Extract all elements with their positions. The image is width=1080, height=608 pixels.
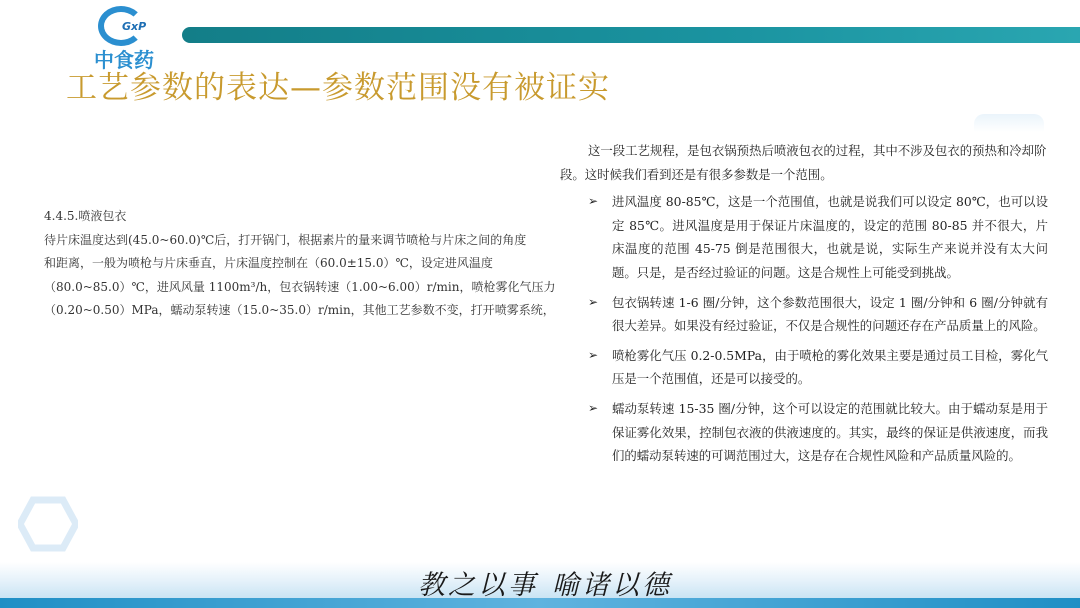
slide-title: 工艺参数的表达—参数范围没有被证实 [66,70,610,106]
analysis-bullet-item [588,291,1048,338]
slogan-part-1: 教之以事 [418,570,538,601]
analysis-bullet-list [560,190,1048,468]
footer-slogan [418,563,672,602]
analysis-panel [560,139,1048,474]
arrow-bullet-icon: ➢ [588,194,599,209]
document-line: 和距离，一般为喷枪与片床垂直，片床温度控制在（60.0±15.0）℃，设定进风温度 [44,256,493,270]
analysis-bullet-text: 喷枪雾化气压 0.2-0.5MPa，由于喷枪的雾化效果主要是通过员工目检，雾化气压是一个范围值，还是可以接受的。 [612,347,1048,387]
analysis-bullet-item [588,397,1048,468]
arrow-bullet-icon: ➢ [588,347,599,362]
company-logo [92,6,168,72]
document-line: （80.0~85.0）℃，进风风量 1100m³/h，包衣锅转速（1.00~6.00）r/min，喷枪雾化气压力 [44,279,556,294]
slogan-part-2: 喻诸以德 [552,570,672,601]
document-excerpt [44,205,564,331]
analysis-bullet-item [588,190,1048,284]
header-bar [182,27,1080,43]
document-section-heading: 4.4.5.喷液包衣 [44,209,127,223]
arrow-bullet-icon: ➢ [588,294,599,309]
document-line: 待片床温度达到(45.0~60.0)℃后，打开锅门，根据素片的量来调节喷枪与片床之间的角度 [44,232,527,247]
analysis-intro: 这一段工艺规程，是包衣锅预热后喷液包衣的过程，其中不涉及包衣的预热和冷却阶段。这时候我们看到还是有很多参数是一个范围。 [560,143,1047,182]
arrow-bullet-icon: ➢ [588,400,599,415]
analysis-bullet-item [588,344,1048,391]
decorative-tab-shape [974,114,1044,132]
logo-gxp-text: GxP [122,20,147,33]
hexagon-decoration-icon [18,494,78,554]
analysis-bullet-text: 包衣锅转速 1-6 圈/分钟，这个参数范围很大，设定 1 圈/分钟和 6 圈/分钟就有很大差异。如果没有经过验证，不仅是合规性的问题还存在产品质量上的风险。 [612,294,1048,334]
logo-brand-text: 中食药 [94,48,154,72]
document-line: （0.20~0.50）MPa，蠕动泵转速（15.0~35.0）r/min，其他工艺参数不变，打开喷雾系统， [44,303,555,317]
analysis-bullet-text: 进风温度 80-85℃，这是一个范围值，也就是说我们可以设定 80℃，也可以设定 85℃。进风温度是用于保证片床温度的，设定的范围 80-85 并不很大，片床温度的范围 45-75 倒是范围很大，也就是说，实际生产来说并没有太大问题。只是，是否经过验证的问题。这是合规性上可能受到挑战。 [612,194,1048,280]
analysis-bullet-text: 蠕动泵转速 15-35 圈/分钟，这个可以设定的范围就比较大。由于蠕动泵是用于保证雾化效果，控制包衣液的供液速度的。其实，最终的保证是供液速度，而我们的蠕动泵转速的可调范围过大，这是存在合规性风险和产品质量风险的。 [612,400,1048,464]
